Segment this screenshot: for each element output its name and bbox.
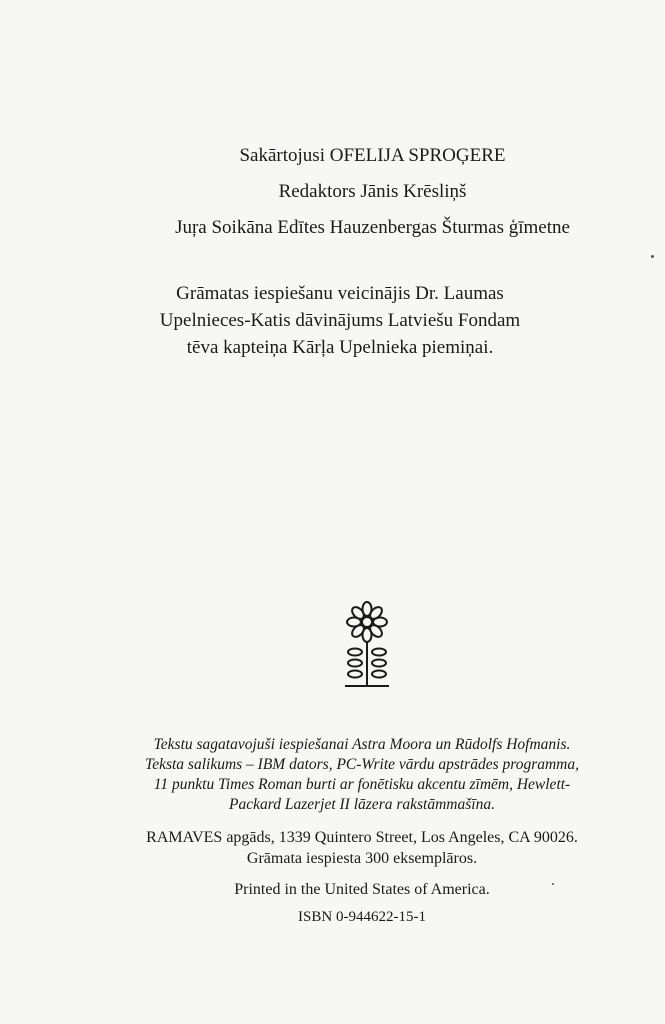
sponsor-line: tēva kapteiņa Kārļa Upelnieka piemiņai. [186, 337, 494, 358]
portrait-credit: Juŗa Soikāna Edītes Hauzenbergas Šturmas ģīmetne [175, 217, 570, 238]
sponsor-line: Upelnieces-Katis dāvinājums Latviešu Fondam [159, 310, 521, 331]
editor-credit: Redaktors Jānis Krēsliņš [278, 181, 467, 202]
compiler-credit: Sakārtojusi OFELIJA SPROĢERE [239, 145, 506, 166]
flower-emblem-icon [343, 600, 391, 690]
printed-in-note: Printed in the United States of America. [234, 881, 490, 898]
typesetting-line: Teksta salikums – IBM dators, PC-Write vārdu apstrādes programma, [145, 756, 579, 773]
sponsor-note [40, 280, 640, 361]
publisher-line: Grāmata iespiesta 300 eksemplāros. [246, 850, 478, 867]
publisher-line: RAMAVES apgāds, 1339 Quintero Street, Los Angeles, CA 90026. [146, 829, 578, 846]
publisher-note [92, 827, 632, 869]
typesetting-note [92, 735, 632, 815]
print-speck [552, 883, 554, 885]
isbn: ISBN 0-944622-15-1 [298, 909, 426, 925]
typesetting-line: Tekstu sagatavojuši iespiešanai Astra Moora un Rūdolfs Hofmanis. [153, 736, 571, 753]
print-speck [651, 255, 654, 258]
typesetting-line: Packard Lazerjet II lāzera rakstāmmašīna. [229, 796, 495, 813]
sponsor-line: Grāmatas iespiešanu veicinājis Dr. Laumas [176, 283, 504, 304]
typesetting-line: 11 punktu Times Roman burti ar fonētisku akcentu zīmēm, Hewlett- [153, 776, 571, 793]
imprint-block [92, 735, 632, 926]
